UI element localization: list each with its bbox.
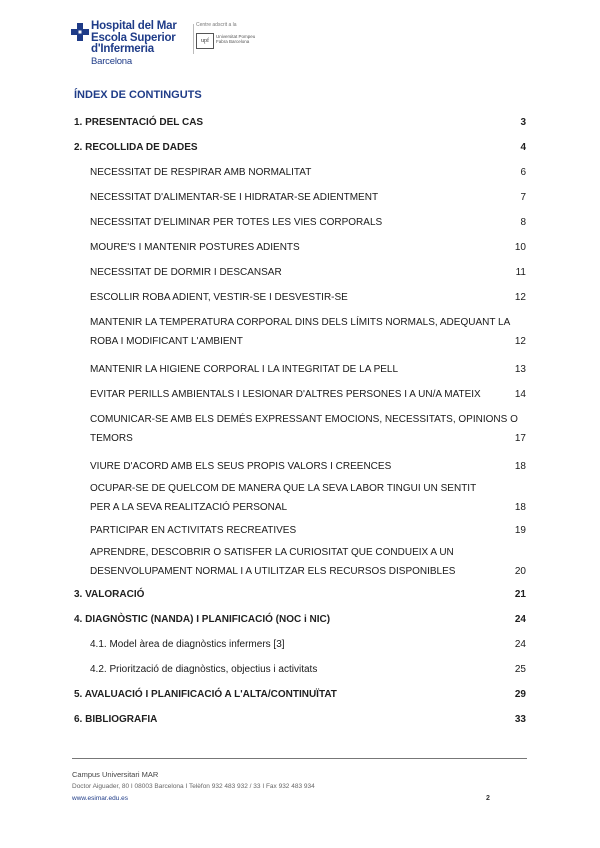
toc-entry-label: 6. BIBLIOGRAFIA — [74, 714, 158, 725]
toc-entry[interactable] — [74, 689, 526, 700]
toc-entry-page: 8 — [520, 217, 526, 228]
toc-entry-page: 24 — [514, 614, 526, 625]
hospital-del-mar-logo — [71, 21, 191, 69]
toc-entry[interactable] — [90, 292, 526, 303]
toc-entry-label: PARTICIPAR EN ACTIVITATS RECREATIVES — [90, 525, 297, 536]
upf-text: Universitat Pompeu Fabra Barcelona — [216, 34, 256, 44]
toc-entry-label: MANTENIR LA HIGIENE CORPORAL I LA INTEGRITAT DE LA PELL — [90, 364, 399, 375]
toc-entry-label: OCUPAR-SE DE QUELCOM DE MANERA QUE LA SEVA LABOR TINGUI UN SENTIT — [90, 483, 477, 494]
logo-line-1: Hospital del Mar — [91, 20, 177, 32]
toc-entry[interactable] — [74, 714, 526, 725]
toc-entry-label: 4.1. Model àrea de diagnòstics infermers [3] — [90, 639, 285, 650]
toc-entry-page: 10 — [514, 242, 526, 253]
toc-entry-page: 25 — [514, 664, 526, 675]
toc-entry-label: NECESSITAT D'ALIMENTAR-SE I HIDRATAR-SE ADIENTMENT — [90, 192, 379, 203]
toc-entry-label: EVITAR PERILLS AMBIENTALS I LESIONAR D'ALTRES PERSONES I A UN/A MATEIX — [90, 389, 481, 400]
toc-entry[interactable] — [74, 117, 526, 128]
toc-entry-page: 19 — [514, 525, 526, 536]
upf-mark: upf — [196, 33, 214, 49]
toc-entry-label: MOURE'S I MANTENIR POSTURES ADIENTS — [90, 242, 300, 253]
toc-entry-page: 12 — [514, 292, 526, 303]
toc-entry-page: 17 — [514, 433, 526, 444]
toc-entry-label: 2. RECOLLIDA DE DADES — [74, 142, 198, 153]
footer-divider — [72, 758, 527, 759]
toc-entry-label-cont: PER A LA SEVA REALITZACIÓ PERSONAL — [90, 502, 288, 513]
toc-entry-label: VIURE D'ACORD AMB ELS SEUS PROPIS VALORS I CREENCES — [90, 461, 392, 472]
toc-entry[interactable] — [90, 167, 526, 178]
toc-entry-page: 3 — [520, 117, 526, 128]
toc-entry-page: 18 — [514, 502, 526, 513]
logo-city: Barcelona — [91, 55, 132, 67]
toc-entry[interactable] — [74, 142, 526, 153]
toc-entry-label: COMUNICAR-SE AMB ELS DEMÉS EXPRESSANT EMOCIONS, NECESSITATS, OPINIONS O — [90, 414, 518, 425]
toc-entry[interactable] — [90, 547, 526, 577]
toc-entry[interactable] — [90, 192, 526, 203]
toc-entry-page: 33 — [514, 714, 526, 725]
toc-entry-label: 4. DIAGNÒSTIC (NANDA) I PLANIFICACIÓ (NOC i NIC) — [74, 614, 331, 625]
toc-entry-page: 24 — [514, 639, 526, 650]
toc-entry-label-cont: TEMORS — [90, 433, 133, 444]
toc-entry-label: NECESSITAT DE RESPIRAR AMB NORMALITAT — [90, 167, 312, 178]
toc-title: ÍNDEX DE CONTINGUTS — [74, 89, 202, 101]
toc-entry[interactable] — [90, 461, 526, 472]
toc-entry-page: 21 — [514, 589, 526, 600]
toc-entry-label-cont: DESENVOLUPAMENT NORMAL I A UTILITZAR ELS RECURSOS DISPONIBLES — [90, 566, 456, 577]
toc-entry-page: 12 — [514, 336, 526, 347]
toc-entry[interactable] — [90, 217, 526, 228]
toc-entry[interactable] — [90, 525, 526, 536]
toc-entry-page: 4 — [520, 142, 526, 153]
toc-entry[interactable] — [90, 389, 526, 400]
toc-entry-label: 1. PRESENTACIÓ DEL CAS — [74, 117, 204, 128]
upf-affiliate-logo — [196, 22, 256, 62]
logo-line-2: Escola Superior — [91, 31, 176, 44]
footer-campus: Campus Universitari MAR — [72, 770, 159, 779]
toc-entry-label: NECESSITAT D'ELIMINAR PER TOTES LES VIES CORPORALS — [90, 217, 383, 228]
toc-entry-page: 20 — [514, 566, 526, 577]
toc-entry[interactable] — [90, 364, 526, 375]
toc-entry-label: ESCOLLIR ROBA ADIENT, VESTIR-SE I DESVESTIR-SE — [90, 292, 348, 303]
toc-entry-label-cont: ROBA I MODIFICANT L'AMBIENT — [90, 336, 243, 347]
cross-logo-icon — [71, 23, 89, 41]
toc-entry[interactable] — [90, 242, 526, 253]
footer-website-link[interactable]: www.esimar.edu.es — [72, 795, 128, 802]
toc-entry[interactable] — [90, 267, 526, 278]
logo-line-3: d'Infermeria — [91, 43, 154, 55]
toc-entry-page: 14 — [514, 389, 526, 400]
toc-entry-page: 18 — [514, 461, 526, 472]
toc-entry[interactable] — [74, 589, 526, 600]
toc-entry-page: 7 — [520, 192, 526, 203]
toc-entry-page: 29 — [514, 689, 526, 700]
toc-entry[interactable] — [90, 664, 526, 675]
toc-entry[interactable] — [74, 614, 526, 625]
toc-entry-label: MANTENIR LA TEMPERATURA CORPORAL DINS DELS LÍMITS NORMALS, ADEQUANT LA — [90, 317, 511, 328]
toc-entry-label: 4.2. Priorització de diagnòstics, objectius i activitats — [90, 664, 318, 675]
toc-entry[interactable] — [90, 317, 526, 347]
toc-entry[interactable] — [90, 483, 526, 513]
toc-entry-page: 13 — [514, 364, 526, 375]
toc-entry-label: 5. AVALUACIÓ I PLANIFICACIÓ A L'ALTA/CONTINUÏTAT — [74, 689, 337, 700]
affiliate-caption: Centre adscrit a la — [196, 22, 237, 28]
toc-entry[interactable] — [90, 639, 526, 650]
page-number: 2 — [486, 795, 490, 802]
toc-entry-label: APRENDRE, DESCOBRIR O SATISFER LA CURIOSITAT QUE CONDUEIX A UN — [90, 547, 454, 558]
toc-entry-page: 11 — [515, 267, 526, 278]
toc-entry-page: 6 — [520, 167, 526, 178]
logo-divider — [193, 24, 194, 54]
toc-entry-label: 3. VALORACIÓ — [74, 589, 145, 600]
toc-entry-label: NECESSITAT DE DORMIR I DESCANSAR — [90, 267, 282, 278]
footer-address: Doctor Aiguader, 80 I 08003 Barcelona I Telèfon 932 483 932 / 33 I Fax 932 483 934 — [72, 783, 315, 790]
toc-entry[interactable] — [90, 414, 526, 444]
